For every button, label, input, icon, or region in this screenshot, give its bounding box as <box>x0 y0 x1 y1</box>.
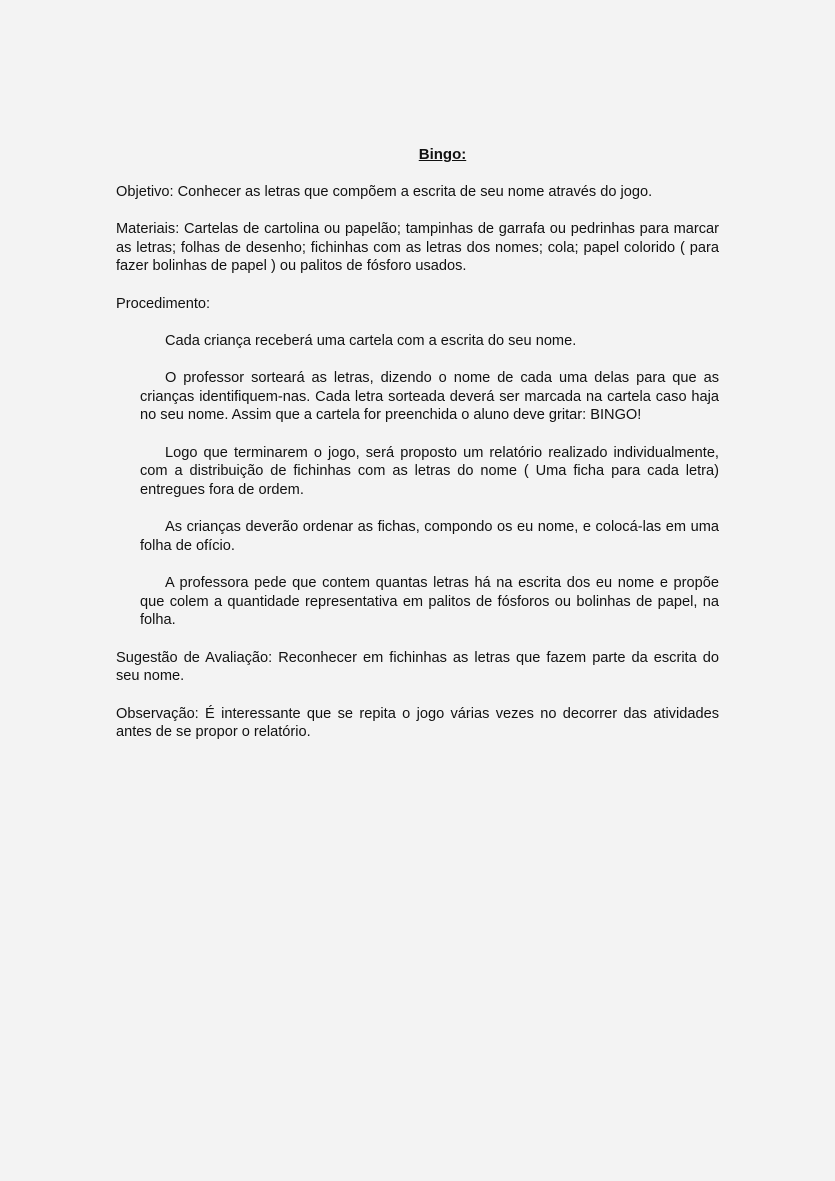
document-body <box>116 146 719 760</box>
procedure-step: Logo que terminarem o jogo, será proposto um relatório realizado individualmente, com a distribuição de fichinhas com as letras do nome ( Uma ficha para cada letra) entregues fora de ordem. <box>140 444 719 498</box>
procedure-step: O professor sorteará as letras, dizendo o nome de cada uma delas para que as crianças identifiquem-nas. Cada letra sorteada deverá ser marcada na cartela caso haja no seu nome. Assim que a cartela for preenchida o aluno deve gritar: BINGO! <box>140 369 719 424</box>
procedure-step: A professora pede que contem quantas letras há na escrita dos eu nome e propõe que colem a quantidade representativa em palitos de fósforos ou bolinhas de papel, na folha. <box>140 575 719 629</box>
evaluation-paragraph: Sugestão de Avaliação: Reconhecer em fichinhas as letras que fazem parte da escrita do seu nome. <box>116 649 719 685</box>
document-title: Bingo: <box>418 146 467 163</box>
materials-paragraph: Materiais: Cartelas de cartolina ou papelão; tampinhas de garrafa ou pedrinhas para marcar as letras; folhas de desenho; fichinhas com as letras dos nomes; cola; papel colorido ( para fazer bolinhas de papel ) ou palitos de fósforo usados. <box>116 220 719 275</box>
procedure-step: As crianças deverão ordenar as fichas, compondo os eu nome, e colocá-las em uma folha de ofício. <box>140 519 719 554</box>
procedure-heading: Procedimento: <box>116 295 211 312</box>
procedure-step: Cada criança receberá uma cartela com a escrita do seu nome. <box>165 332 577 349</box>
observation-paragraph: Observação: É interessante que se repita o jogo várias vezes no decorrer das atividades antes de se propor o relatório. <box>116 705 719 741</box>
objective-paragraph: Objetivo: Conhecer as letras que compõem a escrita de seu nome através do jogo. <box>116 183 653 200</box>
